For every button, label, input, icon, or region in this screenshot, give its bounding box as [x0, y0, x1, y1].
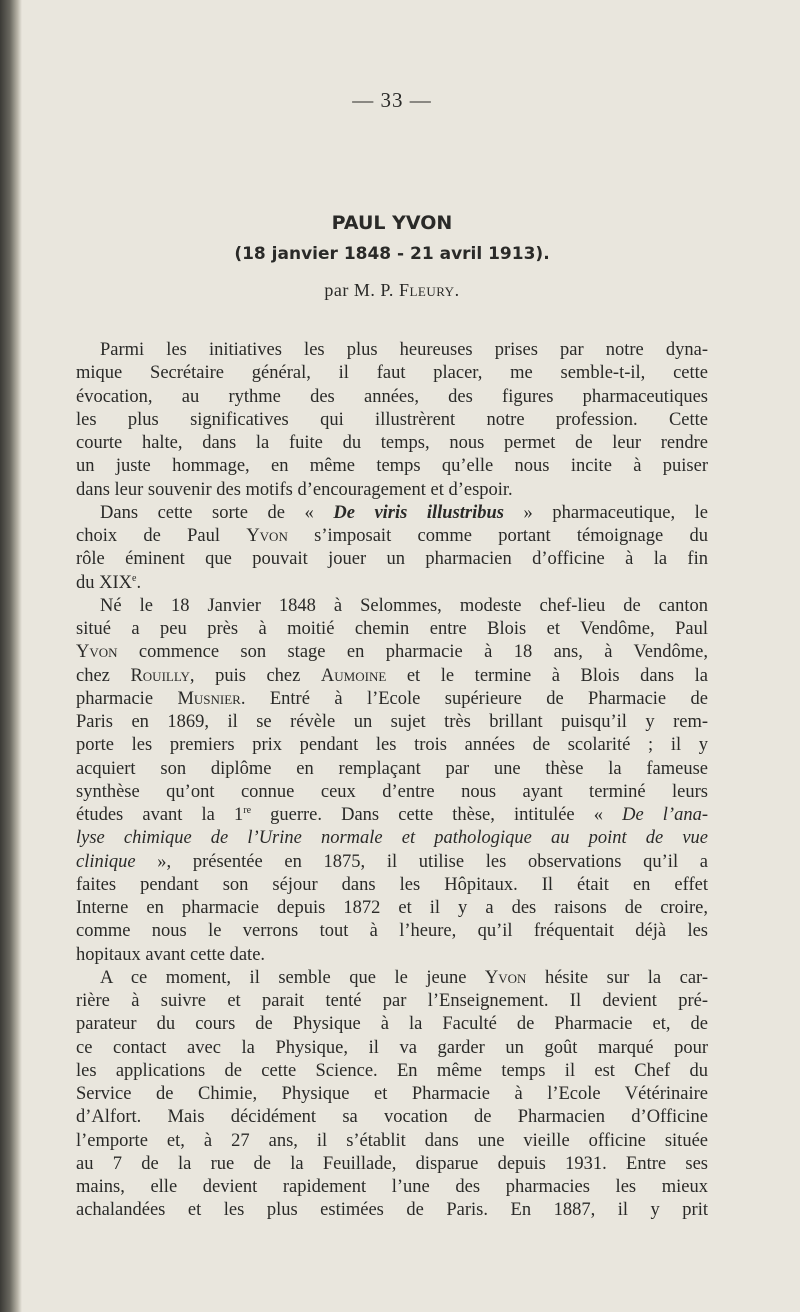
text-segment: hésite sur la car-	[526, 967, 708, 988]
text-line	[76, 1176, 708, 1199]
text-segment: un juste hommage, en même temps qu’elle nous incite à puiser	[76, 456, 708, 477]
book-binding-shadow	[0, 0, 22, 1312]
text-line	[76, 572, 708, 595]
text-segment: rière à suivre et parait tenté par l’Enseignement. Il devient pré-	[76, 991, 708, 1011]
text-segment: commence son stage en pharmacie à 18 ans, à Vendôme,	[117, 642, 708, 663]
text-segment: et le termine à Blois dans la	[386, 665, 708, 686]
text-segment: pharmacie	[76, 688, 178, 709]
text-line	[76, 804, 708, 827]
article-title: PAUL YVON	[331, 212, 453, 234]
text-line	[76, 1199, 708, 1222]
text-segment: les applications de cette Science. En même temps il est Chef du	[76, 1060, 708, 1081]
text-segment: Yvon	[76, 642, 118, 663]
text-segment: Parmi les initiatives les plus heureuses prises par notre dyna-	[100, 340, 708, 360]
text-line	[76, 990, 708, 1013]
text-line	[76, 548, 708, 571]
text-line	[76, 734, 708, 757]
text-segment: Service de Chimie, Physique et Pharmacie à l’Ecole Vétérinaire	[76, 1084, 708, 1104]
text-segment: Yvon	[484, 967, 527, 988]
text-line	[76, 525, 708, 548]
text-segment: A ce moment, il semble que le jeune	[100, 967, 485, 988]
text-line	[76, 595, 708, 618]
text-segment: les plus significatives qui illustrèrent notre profession. Cette	[76, 409, 708, 430]
text-segment: l’emporte et, à 27 ans, il s’établit dans une vieille officine située	[76, 1130, 708, 1151]
text-segment: choix de Paul	[76, 526, 247, 546]
byline-author: Fleury	[398, 280, 455, 300]
text-line	[76, 1153, 708, 1176]
text-line	[76, 409, 708, 432]
text-segment: guerre. Dans cette thèse, intitulée «	[251, 805, 623, 825]
text-line	[76, 688, 708, 711]
text-line	[76, 711, 708, 734]
text-segment: Rouilly	[130, 665, 190, 686]
text-line	[76, 781, 708, 804]
text-segment: , puis chez	[189, 665, 321, 686]
byline	[76, 280, 708, 301]
text-line	[76, 920, 708, 943]
text-segment: au 7 de la rue de la Feuillade, disparue depuis 1931. Entre ses	[76, 1153, 708, 1174]
text-segment: . Entré à l’Ecole supérieure de Pharmacie de	[240, 688, 708, 709]
text-line	[76, 758, 708, 781]
text-segment: Paris en 1869, il se révèle un sujet très brillant puisqu’il y rem-	[76, 712, 708, 732]
text-segment: évocation, au rythme des années, des figures pharmaceutiques	[76, 386, 708, 407]
text-line	[76, 618, 708, 641]
text-segment: situé a peu près à moitié chemin entre Blois et Vendôme, Paul	[76, 619, 708, 639]
text-segment: Musnier	[177, 688, 241, 709]
text-segment: re	[243, 804, 252, 816]
text-segment: courte halte, dans la fuite du temps, nous permet de leur rendre	[76, 433, 708, 453]
text-segment: ce contact avec la Physique, il va garder un goût marqué pour	[76, 1037, 708, 1058]
text-segment: Interne en pharmacie depuis 1872 et il y a des raisons de croire,	[76, 898, 708, 918]
text-segment: De viris illustribus	[333, 502, 504, 523]
text-line	[76, 386, 708, 409]
text-line	[76, 641, 708, 664]
text-segment: e	[132, 572, 137, 584]
text-segment: d’Alfort. Mais décidément sa vocation de Pharmacien d’Officine	[76, 1107, 708, 1128]
text-segment: mains, elle devient rapidement l’une des pharmacies les mieux	[76, 1177, 708, 1197]
text-line	[76, 827, 708, 850]
text-line	[76, 897, 708, 920]
text-line	[76, 1013, 708, 1036]
text-line	[76, 1130, 708, 1153]
text-line	[76, 1083, 708, 1106]
text-segment: » pharmaceutique, le	[504, 502, 708, 523]
text-line	[76, 665, 708, 688]
text-line	[76, 944, 708, 967]
text-segment: porte les premiers prix pendant les trois années de scolarité ; il y	[76, 735, 708, 756]
text-segment: chez	[76, 665, 131, 686]
text-segment: », présentée en 1875, il utilise les observations qu’il a	[135, 851, 708, 872]
text-segment: hopitaux avant cette date.	[76, 944, 266, 965]
byline-prefix: par M. P.	[324, 280, 399, 300]
byline-suffix: .	[454, 280, 460, 300]
article-dates: (18 janvier 1848 - 21 avril 1913).	[234, 244, 550, 264]
text-segment: lyse chimique de l’Urine normale et pathologique au point de vue	[76, 828, 708, 849]
text-line	[76, 502, 708, 525]
text-line	[76, 1106, 708, 1129]
text-line	[76, 479, 708, 502]
text-segment: parateur du cours de Physique à la Faculté de Pharmacie et, de	[76, 1014, 708, 1035]
text-segment: Aumoine	[320, 665, 387, 686]
text-segment: dans leur souvenir des motifs d’encouragement et d’espoir.	[76, 479, 513, 500]
text-segment: clinique	[76, 851, 136, 872]
text-segment: Dans cette sorte de «	[100, 502, 334, 523]
text-line	[76, 1060, 708, 1083]
text-segment: Yvon	[246, 526, 288, 546]
text-segment: rôle éminent que pouvait jouer un pharmacien d’officine à la fin	[76, 549, 708, 570]
text-segment: achalandées et les plus estimées de Paris. En 1887, il y prit	[76, 1200, 708, 1221]
text-segment: comme nous le verrons tout à l’heure, qu’il fréquentait déjà les	[76, 921, 708, 942]
text-segment: s’imposait comme portant témoignage du	[287, 526, 708, 546]
text-line	[76, 455, 708, 478]
text-segment: acquiert son diplôme en remplaçant par une thèse la fameuse	[76, 758, 708, 779]
text-segment: Né le 18 Janvier 1848 à Selommes, modeste chef-lieu de canton	[100, 595, 708, 616]
text-segment: .	[136, 572, 142, 593]
text-segment: synthèse qu’ont connue ceux d’entre nous ayant terminé leurs	[76, 781, 708, 802]
text-segment: faites pendant son séjour dans les Hôpitaux. Il était en effet	[76, 874, 708, 895]
text-segment: études avant la 1	[76, 805, 244, 825]
text-line	[76, 967, 708, 990]
text-line	[76, 851, 708, 874]
text-line	[76, 1037, 708, 1060]
page-number: — 33 —	[352, 88, 432, 112]
text-segment: mique Secrétaire général, il faut placer, me semble-t-il, cette	[76, 363, 708, 384]
text-line	[76, 339, 708, 362]
text-line	[76, 874, 708, 897]
article-body	[76, 339, 708, 1223]
text-segment: De l’ana-	[622, 805, 708, 825]
text-line	[76, 362, 708, 385]
text-line	[76, 432, 708, 455]
text-segment: du XIX	[76, 572, 133, 593]
